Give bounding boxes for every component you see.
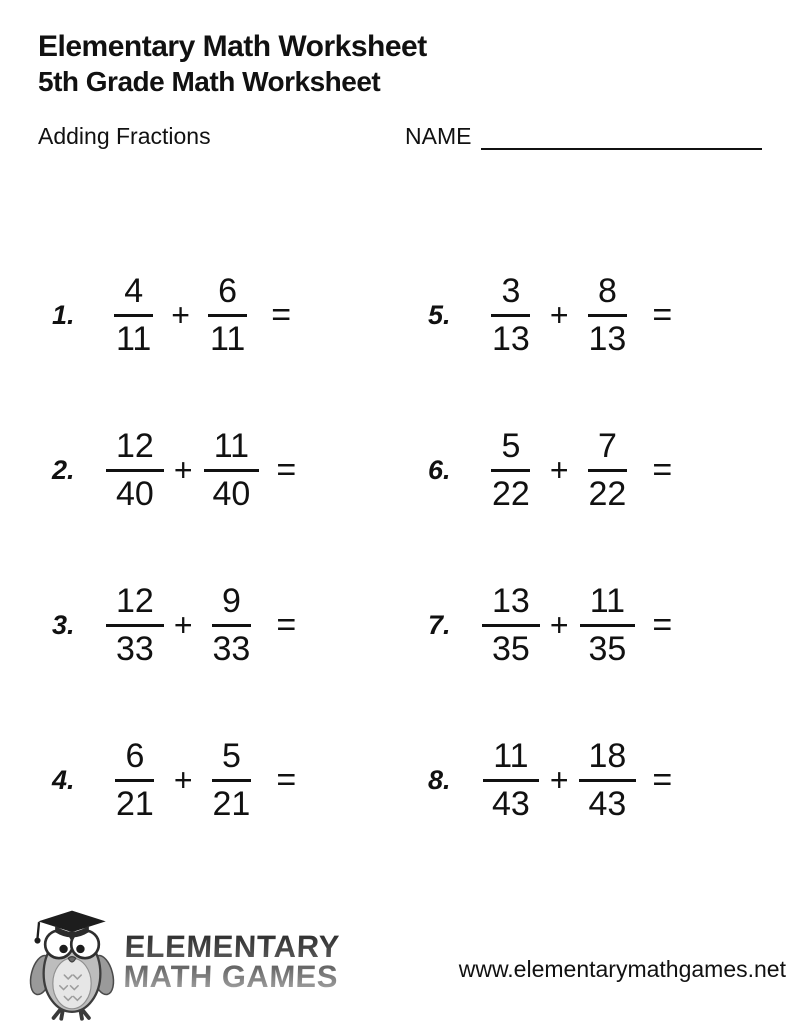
denominator: 35 (492, 630, 530, 668)
fraction-second (579, 582, 637, 669)
denominator: 40 (212, 475, 251, 513)
page-subtitle: 5th Grade Math Worksheet (38, 66, 381, 97)
fraction-second (579, 427, 637, 514)
numerator: 12 (106, 427, 164, 472)
numerator: 6 (115, 737, 154, 782)
problem-7 (400, 578, 762, 673)
plus-operator: + (173, 762, 193, 798)
logo-line1: ELEMENTARY (123, 928, 341, 964)
logo-wordmark (122, 928, 341, 994)
denominator: 33 (116, 630, 154, 668)
problem-number: 6. (428, 455, 451, 485)
name-label: NAME (405, 123, 472, 149)
fraction-first (106, 272, 161, 359)
plus-operator: + (173, 607, 193, 643)
plus-operator: + (173, 452, 193, 488)
numerator: 4 (114, 272, 153, 317)
problem-4 (38, 733, 400, 828)
numerator: 5 (491, 427, 530, 472)
plus-operator: + (171, 297, 190, 333)
equals-sign: = (276, 761, 297, 799)
numerator: 9 (212, 582, 251, 627)
denominator: 35 (588, 630, 627, 668)
equals-sign: = (271, 296, 292, 334)
denominator: 43 (588, 785, 627, 823)
denominator: 40 (116, 475, 154, 513)
problem-number: 8. (428, 765, 451, 795)
fraction-first (106, 427, 164, 514)
worksheet-topic: Adding Fractions (38, 123, 211, 149)
page-title: Elementary Math Worksheet (38, 30, 427, 63)
numerator: 11 (580, 582, 635, 627)
problem-number: 2. (52, 455, 75, 485)
fraction-first (106, 582, 164, 669)
fraction-first (482, 427, 540, 514)
problem-number: 7. (428, 610, 451, 640)
problem-number: 3. (52, 610, 75, 640)
equals-sign: = (652, 451, 673, 489)
problem-5 (400, 268, 762, 363)
equals-sign: = (276, 451, 297, 489)
denominator: 22 (492, 475, 530, 513)
numerator: 18 (579, 737, 637, 782)
fraction-second (200, 272, 255, 359)
fraction-second (203, 737, 261, 824)
problem-8 (400, 733, 762, 828)
equals-sign: = (652, 606, 673, 644)
plus-operator: + (549, 607, 569, 643)
name-blank-line (481, 120, 762, 150)
problems-grid (38, 268, 762, 828)
fraction-first (482, 737, 540, 824)
problem-number: 1. (52, 300, 75, 330)
denominator: 21 (116, 785, 154, 823)
denominator: 13 (492, 320, 530, 358)
plus-operator: + (549, 762, 569, 798)
problem-3 (38, 578, 400, 673)
fraction-second (579, 272, 637, 359)
numerator: 8 (588, 272, 627, 317)
problem-1 (38, 268, 400, 363)
problem-2 (38, 423, 400, 518)
denominator: 33 (212, 630, 251, 668)
fraction-second (203, 427, 261, 514)
plus-operator: + (549, 452, 569, 488)
numerator: 7 (588, 427, 627, 472)
fraction-first (106, 737, 164, 824)
numerator: 12 (106, 582, 164, 627)
problem-number: 5. (428, 300, 451, 330)
equals-sign: = (652, 761, 673, 799)
problem-6 (400, 423, 762, 518)
numerator: 11 (204, 427, 259, 472)
numerator: 6 (208, 272, 247, 317)
fraction-first (482, 272, 540, 359)
denominator: 11 (209, 320, 246, 358)
fraction-second (579, 737, 637, 824)
numerator: 3 (491, 272, 530, 317)
denominator: 21 (212, 785, 251, 823)
denominator: 13 (588, 320, 627, 358)
website-url[interactable]: www.elementarymathgames.net (458, 956, 786, 982)
elementary-math-games-logo (26, 903, 339, 1021)
problem-number: 4. (52, 765, 75, 795)
fraction-second (203, 582, 261, 669)
equals-sign: = (652, 296, 673, 334)
topic-name-row (38, 120, 762, 150)
plus-operator: + (549, 297, 569, 333)
numerator: 5 (212, 737, 251, 782)
logo-line2: MATH GAMES (122, 959, 339, 994)
fraction-first (482, 582, 540, 669)
owl-graduate-icon (26, 903, 118, 1021)
numerator: 13 (482, 582, 540, 627)
numerator: 11 (483, 737, 538, 782)
denominator: 22 (588, 475, 627, 513)
denominator: 43 (492, 785, 530, 823)
denominator: 11 (116, 320, 152, 358)
equals-sign: = (276, 606, 297, 644)
